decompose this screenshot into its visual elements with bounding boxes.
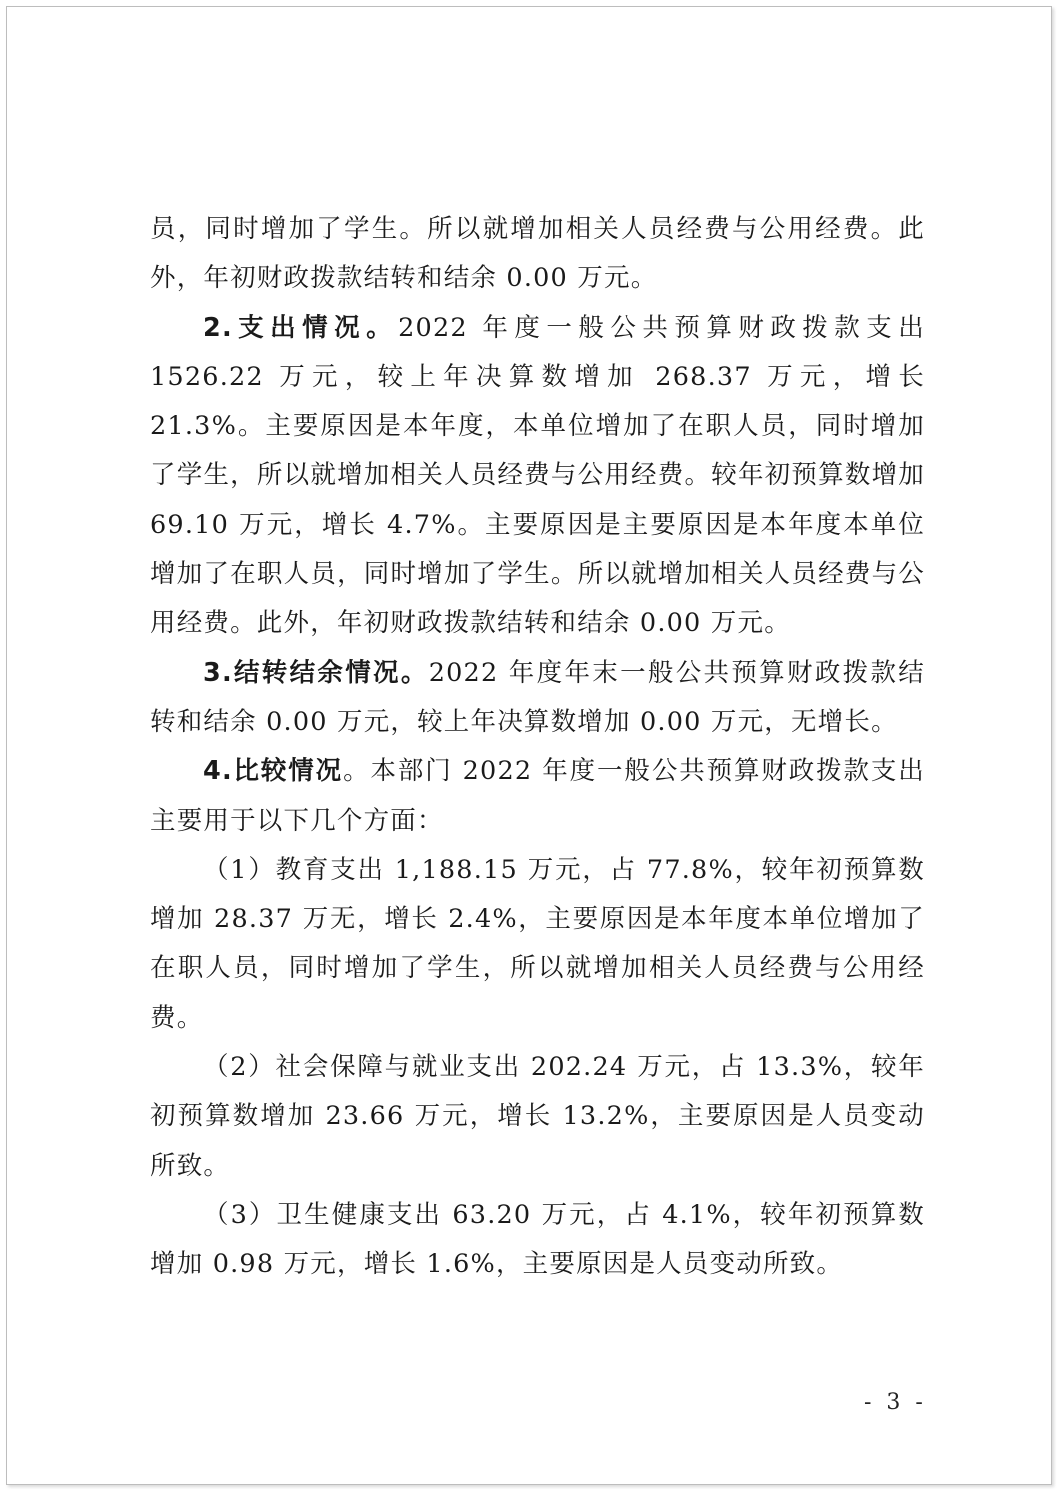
paragraph-comparison [150,747,925,846]
list-item-social-security: （2）社会保障与就业支出 202.24 万元，占 13.3%，较年初预算数增加 23.66 万元，增长 13.2%，主要原因是人员变动所致。 [150,1052,925,1181]
paragraph-text: 2022 年度年末一般公共预算财政拨款结转和结余 0.00 万元，较上年决算数增加 0.00 万元，无增长。 [150,657,925,737]
paragraph-continuation: 员，同时增加了学生。所以就增加相关人员经费与公用经费。此外，年初财政拨款结转和结余 0.00 万元。 [150,214,925,294]
paragraph-text: 。本部门 2022 年度一般公共预算财政拨款支出主要用于以下几个方面： [150,756,925,836]
document-page [6,6,1052,1485]
page-number: - 3 - [864,1390,927,1415]
paragraph-heading: 4.比较情况 [203,756,344,787]
paragraph-carryover [150,649,925,748]
page-body [150,205,925,1290]
paragraph-heading: 2.支出情况。 [203,312,399,343]
list-item-education: （1）教育支出 1,188.15 万元，占 77.8%，较年初预算数增加 28.37 万无，增长 2.4%，主要原因是本年度本单位增加了在职人员，同时增加了学生，所以就增加相关人员经费与公用经费。 [150,854,925,1033]
paragraph-text: 2022 年度一般公共预算财政拨款支出 1526.22 万元，较上年决算数增加 268.37 万元，增长 21.3%。主要原因是本年度，本单位增加了在职人员，同时增加了学生，所以就增加相关人员经费与公用经费。较年初预算数增加 69.10 万元，增长 4.7%。主要原因是主要原因是本年度本单位增加了在职人员，同时增加了学生。所以就增加相关人员经费与公用经费。此外，年初财政拨款结转和结余 0.00 万元。 [150,312,925,639]
paragraph-heading: 3.结转结余情况。 [203,657,429,688]
list-item-health: （3）卫生健康支出 63.20 万元，占 4.1%，较年初预算数增加 0.98 万元，增长 1.6%，主要原因是人员变动所致。 [150,1199,925,1280]
paragraph-expenditure [150,304,925,649]
